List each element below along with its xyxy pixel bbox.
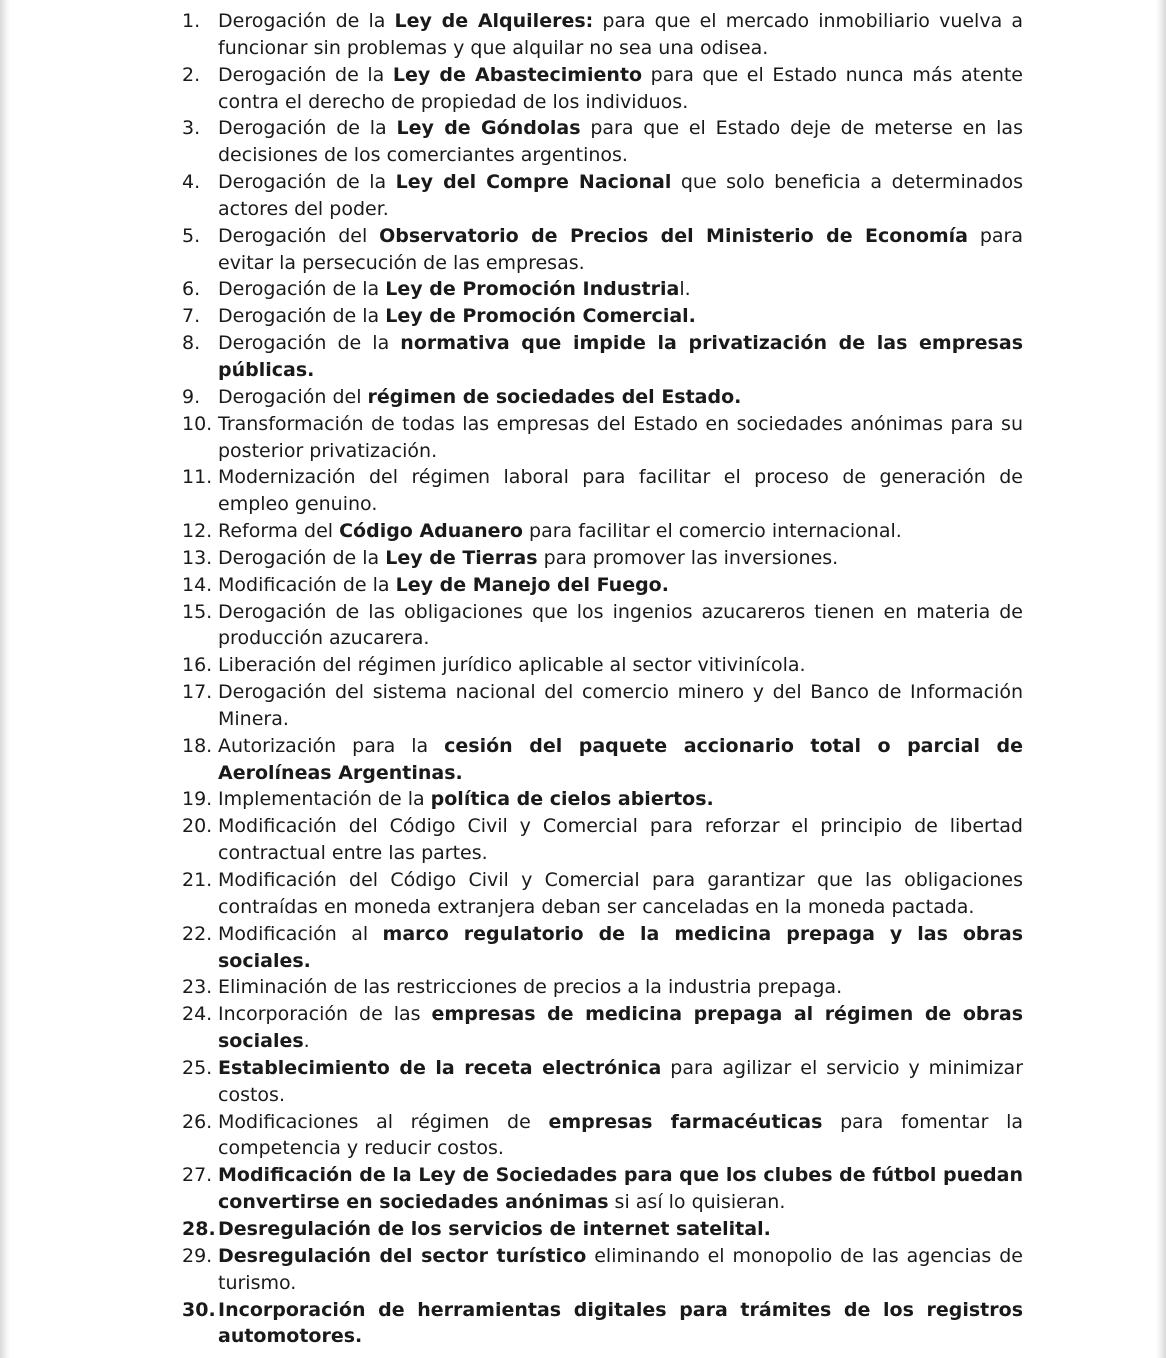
list-item [182,384,1023,411]
item-number: 6. [182,278,201,301]
item-text [218,786,1023,813]
plain-text: Derogación de la [218,546,386,569]
list-item [182,518,1023,545]
list-item [182,921,1023,975]
item-number: 16. [182,654,213,677]
item-number: 5. [182,224,201,247]
item-number: 1. [182,10,201,32]
item-number: 30. [182,1298,216,1321]
bold-text: Ley de Manejo del Fuego. [395,573,669,596]
list-item [182,1243,1023,1297]
bold-text: política de cielos abiertos. [430,788,714,811]
list-item [182,1216,1023,1243]
plain-text: para agilizar el servicio y minimizar costos. [218,1056,1024,1106]
plain-text: para facilitar el comercio internacional. [522,520,902,543]
bold-text: Ley de Abastecimiento [392,63,643,86]
plain-text: Derogación del [218,224,380,247]
item-number: 7. [182,305,201,328]
item-text [218,411,1023,465]
bold-text: empresas farmacéuticas [548,1110,823,1133]
item-text [218,1109,1023,1163]
item-number: 2. [182,63,201,86]
item-number: 13. [182,546,213,569]
list-item [182,599,1023,653]
bold-text: Ley de Tierras [385,546,538,569]
item-number: 17. [182,681,213,704]
plain-text: Liberación del régimen jurídico aplicable al sector vitivinícola. [218,654,806,677]
item-text [218,1297,1023,1351]
bold-text: Código Aduanero [339,520,523,543]
item-text [218,8,1023,62]
plain-text: para fomentar la competencia y reducir costos. [218,1110,1024,1160]
plain-text: si así lo quisieran. [608,1191,786,1214]
plain-text: que solo beneficia a determinados actores del poder. [218,171,1023,220]
plain-text: Derogación de la [218,10,395,32]
plain-text: . [303,1030,310,1053]
item-text [218,813,1023,867]
item-number: 4. [182,171,201,194]
plain-text: Modificación al [218,922,383,945]
item-number: 12. [182,520,213,543]
item-number: 23. [182,976,213,999]
item-text [218,652,1023,679]
plain-text: Eliminación de las restricciones de precios a la industria prepaga. [218,976,843,999]
item-text [218,384,1023,411]
bold-text: cesión del paquete accionario total o parcial de Aerolíneas Argentinas. [218,734,1023,784]
item-number: 8. [182,332,201,355]
item-text [218,572,1023,599]
list-item [182,733,1023,787]
list-item [182,679,1023,733]
plain-text: Derogación del sistema nacional del comercio minero y del Banco de Información Minera. [218,681,1023,730]
list-item [182,974,1023,1001]
item-number: 21. [182,869,213,891]
list-item [182,276,1023,303]
list-item [182,572,1023,599]
item-text [218,545,1023,572]
bold-text: Ley de Alquileres: [394,10,594,32]
item-number: 29. [182,1244,213,1267]
item-text [218,62,1023,116]
item-text [218,330,1023,384]
item-text [218,303,1023,330]
item-number: 24. [182,1003,213,1026]
item-text [218,169,1023,223]
item-number: 9. [182,385,201,408]
item-text [218,867,1023,921]
list-item [182,545,1023,572]
plain-text: para que el mercado inmobiliario vuelva a funcionar sin problemas y que alquilar no sea una odisea. [218,10,1023,59]
item-number: 27. [182,1164,213,1187]
list-item [182,62,1023,116]
bold-text: régimen de sociedades del Estado. [367,385,742,408]
list-item [182,1055,1023,1109]
bold-text: Ley de Promoción Industria [385,278,680,301]
plain-text: eliminando el monopolio de las agencias de turismo. [218,1244,1023,1294]
plain-text: para promover las inversiones. [537,546,839,569]
list-item [182,169,1023,223]
item-number: 18. [182,734,213,757]
list-item [182,813,1023,867]
item-text [218,599,1023,653]
bold-text: empresas de medicina prepaga al régimen de obras sociales [218,1003,1024,1053]
bold-text: Desregulación de los servicios de internet satelital. [218,1217,771,1240]
plain-text: Derogación de la [218,171,396,194]
bold-text: marco regulatorio de la medicina prepaga y las obras sociales. [218,922,1024,972]
list-item [182,1109,1023,1163]
item-text [218,518,1023,545]
plain-text: Modificación del Código Civil y Comercial para reforzar el principio de libertad contractual entre las partes. [218,815,1023,865]
list-item [182,786,1023,813]
measures-list [182,8,1023,1350]
item-number: 15. [182,600,213,623]
plain-text: l. [679,278,691,301]
plain-text: Derogación de la [218,278,386,301]
plain-text: Modificación del Código Civil y Comercial para garantizar que las obligaciones contraídas en moneda extranjera deban ser canceladas en la moneda pactada. [218,869,1023,918]
bold-text: Observatorio de Precios del Ministerio de Economía [379,224,969,247]
plain-text: Derogación de la [218,63,393,86]
list-item [182,652,1023,679]
list-item [182,867,1023,921]
plain-text: Derogación de la [218,117,397,140]
list-item [182,223,1023,277]
bold-text: normativa que impide la privatización de las empresas públicas. [218,332,1024,381]
item-text [218,1216,1023,1243]
list-item [182,115,1023,169]
plain-text: Modernización del régimen laboral para facilitar el proceso de generación de empleo genuino. [218,466,1023,516]
document-page [0,8,1166,1358]
plain-text: para que el Estado deje de meterse en las decisiones de los comerciantes argentinos. [218,117,1023,167]
bold-text: Incorporación de herramientas digitales para trámites de los registros automotores. [218,1298,1023,1348]
plain-text: Modificaciones al régimen de [218,1110,549,1133]
list-item [182,1297,1023,1351]
bold-text: Modificación de la Ley de Sociedades para que los clubes de fútbol puedan convertirse en sociedades anónimas [218,1164,1023,1214]
item-number: 28. [182,1217,216,1240]
item-number: 3. [182,117,201,140]
plain-text: para que el Estado nunca más atente contra el derecho de propiedad de los individuos. [218,63,1024,113]
item-text [218,974,1023,1001]
plain-text: Modificación de la [218,573,396,596]
plain-text: Derogación de la [218,305,386,328]
plain-text: Transformación de todas las empresas del Estado en sociedades anónimas para su posterior privatización. [218,412,1023,462]
bold-text: Desregulación del sector turístico [218,1244,587,1267]
item-number: 10. [182,412,213,435]
item-number: 22. [182,922,213,945]
list-item [182,330,1023,384]
plain-text: Reforma del [218,520,340,543]
plain-text: Derogación del [218,385,368,408]
item-number: 14. [182,573,213,596]
item-text [218,921,1023,975]
plain-text: Implementación de la [218,788,431,811]
plain-text: Derogación de las obligaciones que los ingenios azucareros tienen en materia de producción azucarera. [218,600,1023,650]
list-item [182,411,1023,465]
item-text [218,1243,1023,1297]
plain-text: Autorización para la [218,734,445,757]
item-number: 20. [182,815,213,838]
item-text [218,1055,1023,1109]
item-text [218,464,1023,518]
item-text [218,223,1023,277]
item-number: 26. [182,1110,213,1133]
item-text [218,115,1023,169]
item-number: 19. [182,788,213,811]
item-text [218,276,1023,303]
bold-text: Establecimiento de la receta electrónica [218,1056,662,1079]
item-text [218,1001,1023,1055]
bold-text: Ley de Góndolas [396,117,581,140]
list-item [182,8,1023,62]
item-number: 25. [182,1056,213,1079]
list-item [182,1001,1023,1055]
plain-text: Incorporación de las [218,1003,432,1026]
item-text [218,733,1023,787]
item-text [218,1162,1023,1216]
bold-text: Ley del Compre Nacional [395,171,672,194]
list-item [182,464,1023,518]
plain-text: para evitar la persecución de las empresas. [218,224,1023,274]
item-text [218,679,1023,733]
plain-text: Derogación de la [218,332,401,355]
item-number: 11. [182,466,213,489]
list-item [182,1162,1023,1216]
bold-text: Ley de Promoción Comercial. [385,305,696,328]
list-item [182,303,1023,330]
